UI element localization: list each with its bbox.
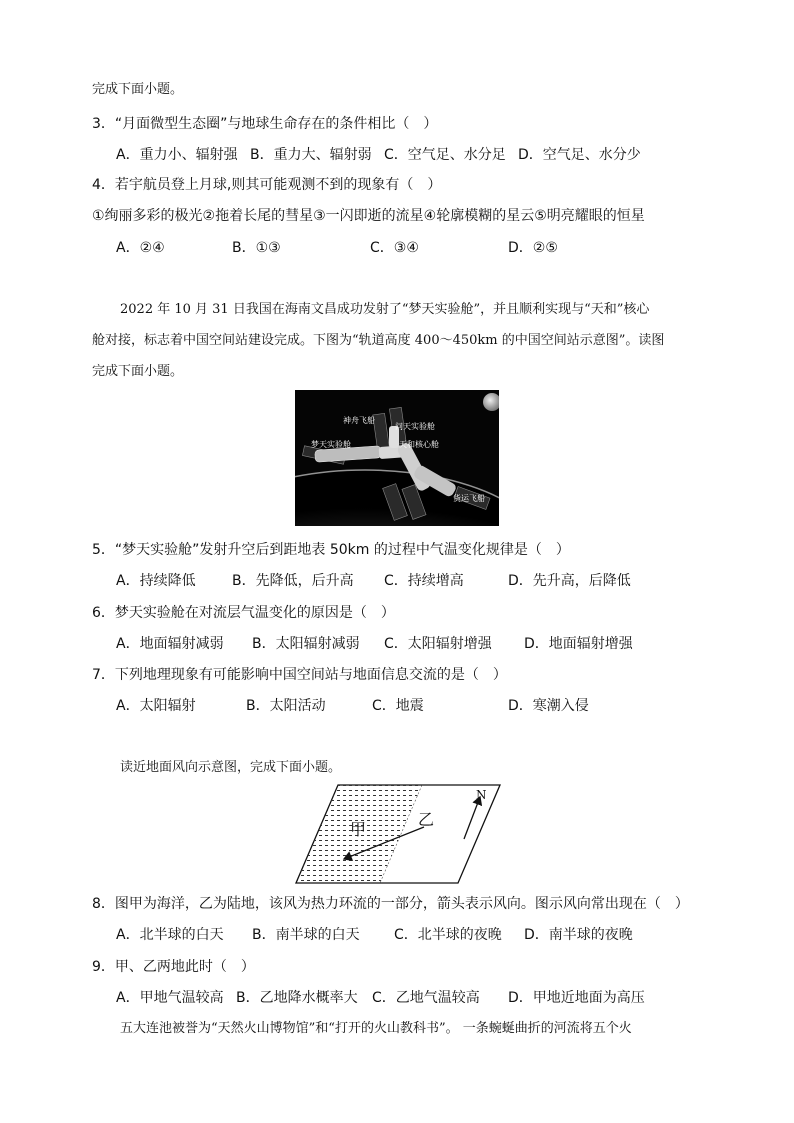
q6-option-a: A．地面辐射减弱: [116, 636, 224, 652]
q7-option-c: C．地震: [372, 698, 424, 714]
q3-option-a: A．重力小、辐射强: [116, 147, 238, 163]
label-jia: 甲: [350, 820, 367, 839]
q5-option-a: A．持续降低: [116, 573, 196, 589]
label-north: N: [476, 788, 487, 802]
label-mengtian: 梦天实验舱: [311, 440, 351, 449]
q7-option-a: A．太阳辐射: [116, 698, 196, 714]
q5-option-c: C．持续增高: [384, 573, 464, 589]
label-wentian: 问天实验舱: [395, 422, 435, 431]
q4-option-b: B．①③: [232, 240, 281, 256]
passage-2-line-1: 2022 年 10 月 31 日我国在海南文昌成功发射了“梦天实验舱”，并且顺利实现与“天和”核心: [120, 302, 650, 317]
label-huoyun: 货运飞船: [453, 494, 485, 503]
q4-option-a: A．②④: [116, 240, 165, 256]
question-8-stem: 8．图甲为海洋，乙为陆地，该风为热力环流的一部分，箭头表示风向。图示风向常出现在（ ）: [92, 896, 689, 912]
q7-option-b: B．太阳活动: [246, 698, 326, 714]
q9-option-a: A．甲地气温较高: [116, 990, 224, 1006]
question-5-stem: 5．“梦天实验舱”发射升空后到距地表 50km 的过程中气温变化规律是（ ）: [92, 542, 570, 558]
q9-option-c: C．乙地气温较高: [372, 990, 480, 1006]
q6-option-d: D．地面辐射增强: [524, 636, 633, 652]
wind-direction-diagram: [294, 783, 504, 885]
q9-option-d: D．甲地近地面为高压: [508, 990, 645, 1006]
passage-4: 五大连池被誉为“天然火山博物馆”和“打开的火山教科书”。 一条蜿蜒曲折的河流将五个火: [120, 1021, 632, 1036]
label-tianhe: 天和核心舱: [399, 440, 439, 449]
q8-option-b: B．南半球的白天: [252, 927, 360, 943]
q3-option-b: B．重力大、辐射弱: [250, 147, 372, 163]
question-7-stem: 7．下列地理现象有可能影响中国空间站与地面信息交流的是（ ）: [92, 667, 507, 683]
passage-3: 读近地面风向示意图，完成下面小题。: [120, 760, 342, 775]
question-4-stem: 4．若宇航员登上月球,则其可能观测不到的现象有（ ）: [92, 177, 442, 193]
q5-option-d: D．先升高，后降低: [508, 573, 631, 589]
passage-2-line-3: 完成下面小题。: [92, 364, 184, 379]
q3-option-c: C．空气足、水分足: [384, 147, 506, 163]
q8-option-c: C．北半球的夜晚: [394, 927, 502, 943]
intro-text: 完成下面小题。: [92, 82, 184, 97]
space-station-illustration: [295, 390, 499, 526]
q6-option-c: C．太阳辐射增强: [384, 636, 492, 652]
q4-option-c: C．③④: [370, 240, 419, 256]
q7-option-d: D．寒潮入侵: [508, 698, 589, 714]
q9-option-b: B．乙地降水概率大: [236, 990, 358, 1006]
question-4-items: ①绚丽多彩的极光②拖着长尾的彗星③一闪即逝的流星④轮廓模糊的星云⑤明亮耀眼的恒星: [92, 208, 645, 224]
label-yi: 乙: [418, 810, 435, 829]
q8-option-d: D．南半球的夜晚: [524, 927, 633, 943]
question-9-stem: 9．甲、乙两地此时（ ）: [92, 959, 255, 975]
passage-2-line-2: 舱对接，标志着中国空间站建设完成。下图为“轨道高度 400～450km 的中国空间站示意图”。读图: [92, 333, 665, 348]
q8-option-a: A．北半球的白天: [116, 927, 224, 943]
question-6-stem: 6．梦天实验舱在对流层气温变化的原因是（ ）: [92, 605, 395, 621]
wind-diagram-svg: [294, 783, 504, 885]
label-shenzhou: 神舟飞船: [343, 416, 375, 425]
question-3-stem: 3．“月面微型生态圈”与地球生命存在的条件相比（ ）: [92, 116, 438, 132]
q4-option-d: D．②⑤: [508, 240, 558, 256]
q6-option-b: B．太阳辐射减弱: [252, 636, 360, 652]
q3-option-d: D．空气足、水分少: [518, 147, 641, 163]
space-station-image: [295, 390, 499, 526]
q5-option-b: B．先降低，后升高: [232, 573, 354, 589]
